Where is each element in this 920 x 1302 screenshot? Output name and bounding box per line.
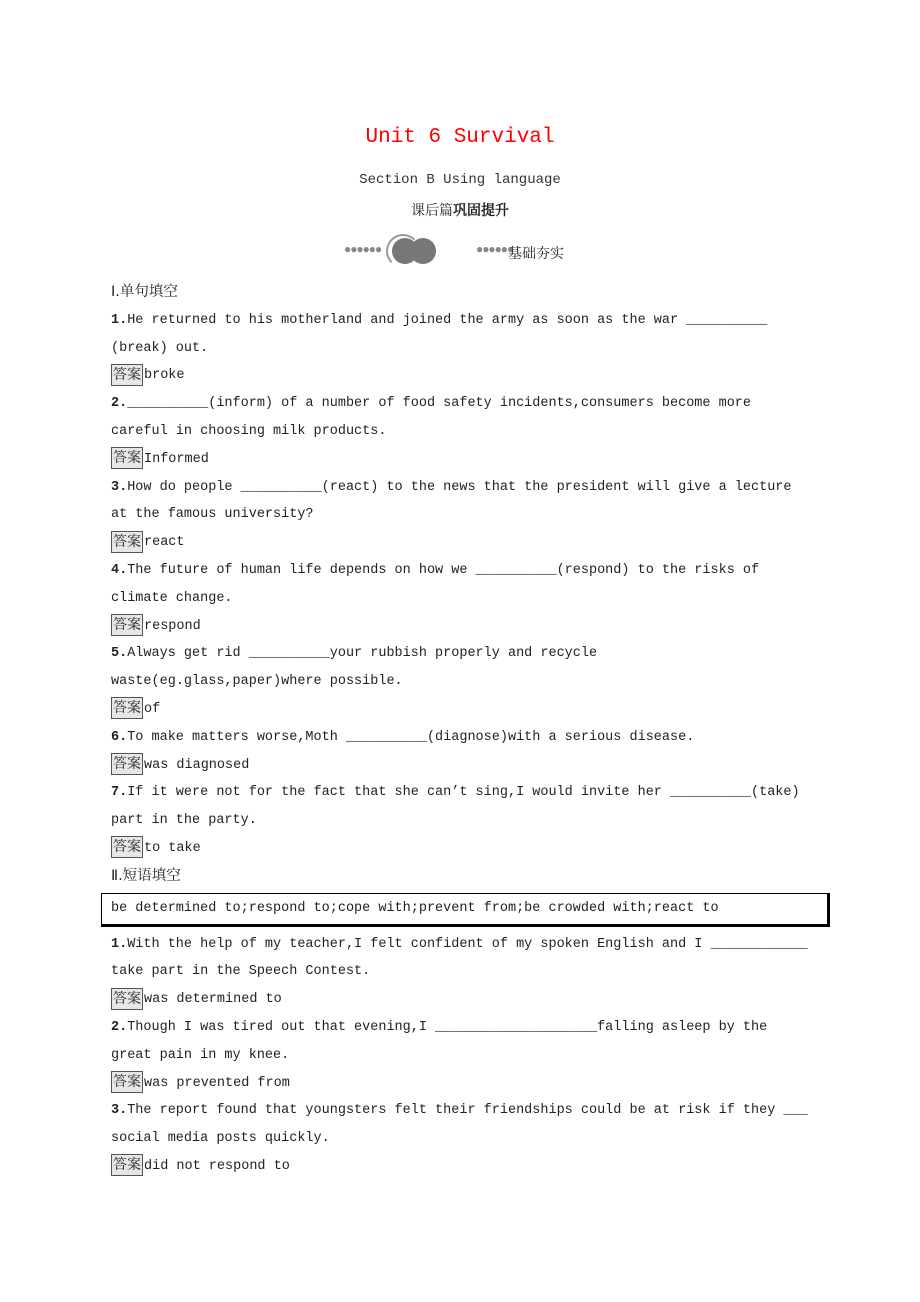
answer-text: respond xyxy=(144,618,201,634)
page-title: Unit 6 Survival xyxy=(365,126,555,149)
question-line xyxy=(111,335,821,363)
question-text: He returned to his motherland and joined the army as soon as the war __________ xyxy=(127,312,768,328)
answer-text: to take xyxy=(144,840,201,856)
section-heading: Ⅱ.短语填空 xyxy=(111,867,181,884)
answer-text: was diagnosed xyxy=(144,757,250,773)
answer-text: was prevented from xyxy=(144,1075,290,1091)
question-text: With the help of my teacher,I felt confident of my spoken English and I ____________ xyxy=(127,936,808,952)
question-text: part in the party. xyxy=(111,813,257,829)
answer-line xyxy=(111,446,821,474)
answer-label: 答案 xyxy=(111,1154,143,1176)
question-text: The future of human life depends on how we __________(respond) to the risks of xyxy=(127,562,760,578)
exercise-content xyxy=(111,279,821,1181)
question-text: How do people __________(react) to the news that the president will give a lecture xyxy=(127,479,792,495)
question-text: great pain in my knee. xyxy=(111,1047,290,1063)
question-line xyxy=(111,557,821,585)
answer-label: 答案 xyxy=(111,988,143,1010)
question-line xyxy=(111,807,821,835)
question-number: 2. xyxy=(111,396,128,412)
question-number: 3. xyxy=(111,479,128,495)
question-text: waste(eg.glass,paper)where possible. xyxy=(111,674,403,690)
question-number: 3. xyxy=(111,1103,128,1119)
answer-text: of xyxy=(144,701,161,717)
answer-line xyxy=(111,835,821,863)
question-line xyxy=(111,640,821,668)
question-line xyxy=(111,307,821,335)
answer-text: react xyxy=(144,535,185,551)
answer-text: Informed xyxy=(144,451,209,467)
question-line xyxy=(111,390,821,418)
phrase-box: be determined to;respond to;cope with;prevent from;be crowded with;react to xyxy=(101,893,830,927)
question-number: 5. xyxy=(111,646,128,662)
answer-line xyxy=(111,986,821,1014)
circle-icon xyxy=(410,238,436,264)
section-prefix: 课后篇 xyxy=(411,203,453,219)
answer-line xyxy=(111,613,821,641)
answer-line xyxy=(111,1153,821,1181)
question-number: 1. xyxy=(111,312,128,328)
question-line xyxy=(111,724,821,752)
dots-left: ●●●●●● xyxy=(344,243,382,257)
question-text: (break) out. xyxy=(111,340,209,356)
answer-text: was determined to xyxy=(144,992,282,1008)
question-text: take part in the Speech Contest. xyxy=(111,964,371,980)
answer-label: 答案 xyxy=(111,614,143,636)
question-text: Though I was tired out that evening,I ____________________falling asleep by the xyxy=(127,1019,768,1035)
answer-line xyxy=(111,529,821,557)
section-label xyxy=(0,200,920,220)
answer-label: 答案 xyxy=(111,1071,143,1093)
question-number: 6. xyxy=(111,729,128,745)
question-text: at the famous university? xyxy=(111,507,314,523)
question-number: 2. xyxy=(111,1019,128,1035)
question-line xyxy=(111,418,821,446)
question-line xyxy=(111,1042,821,1070)
question-number: 4. xyxy=(111,562,128,578)
badge-label: 基础夯实 xyxy=(508,246,564,262)
answer-label: 答案 xyxy=(111,753,143,775)
question-text: climate change. xyxy=(111,590,233,606)
question-line xyxy=(111,1125,821,1153)
answer-label: 答案 xyxy=(111,697,143,719)
question-text: social media posts quickly. xyxy=(111,1131,330,1147)
question-line xyxy=(111,779,821,807)
question-line xyxy=(111,931,821,959)
question-text: If it were not for the fact that she can’t sing,I would invite her __________(take) xyxy=(127,785,800,801)
question-text: To make matters worse,Moth __________(diagnose)with a serious disease. xyxy=(127,729,695,745)
question-number: 7. xyxy=(111,785,128,801)
question-line xyxy=(111,958,821,986)
answer-line xyxy=(111,362,821,390)
question-line xyxy=(111,585,821,613)
question-number: 1. xyxy=(111,936,128,952)
answer-label: 答案 xyxy=(111,447,143,469)
dots-right: ●●●●●● xyxy=(476,243,514,257)
question-line xyxy=(111,1014,821,1042)
question-line xyxy=(111,474,821,502)
answer-label: 答案 xyxy=(111,364,143,386)
answer-line xyxy=(111,696,821,724)
question-text: careful in choosing milk products. xyxy=(111,423,387,439)
section-heading: Ⅰ.单句填空 xyxy=(111,284,178,300)
answer-line xyxy=(111,1070,821,1098)
question-line xyxy=(111,1097,821,1125)
question-text: __________(inform) of a number of food safety incidents,consumers become more xyxy=(127,396,752,412)
answer-line xyxy=(111,752,821,780)
section-bold: 巩固提升 xyxy=(453,203,509,219)
answer-text: did not respond to xyxy=(144,1158,290,1174)
question-text: Always get rid __________your rubbish properly and recycle xyxy=(127,646,598,662)
section-subtitle: Section B Using language xyxy=(359,172,561,188)
section-badge xyxy=(344,234,604,268)
question-text: The report found that youngsters felt their friendships could be at risk if they ___ xyxy=(127,1103,808,1119)
answer-label: 答案 xyxy=(111,531,143,553)
question-line xyxy=(111,501,821,529)
answer-text: broke xyxy=(144,368,185,384)
question-line xyxy=(111,668,821,696)
answer-label: 答案 xyxy=(111,836,143,858)
